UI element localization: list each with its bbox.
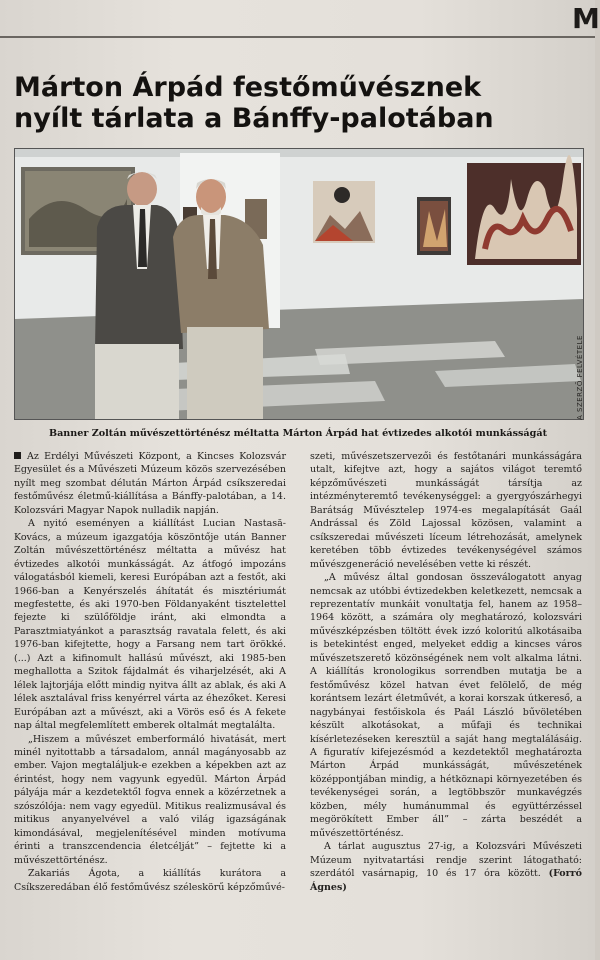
body-paragraph: Az Erdélyi Művészeti Központ, a Kincses Kolozsvár Egyesület és a Művészeti Múzeum közös szervezésében nyílt meg szombat délután Márton Árpád csíkszeredai festőművész életmű-kiállítása a Bánffy-palotában, a 14. Kolozsvári Magyar Napok nulladik napján. bbox=[14, 451, 286, 516]
author-signature: (Forró Ágnes) bbox=[310, 868, 582, 893]
article-headline bbox=[14, 72, 574, 134]
headline-line-1: Márton Árpád festőművésznek bbox=[14, 72, 482, 103]
photo-caption: Banner Zoltán művészettörténész méltatta Márton Árpád hat évtizedes alkotói munkásságát bbox=[48, 428, 548, 439]
header-rule bbox=[0, 36, 595, 38]
lead-square-marker bbox=[14, 452, 21, 459]
body-paragraph: A nyitó eseményen a kiállítást Lucian Nastasă-Kovács, a múzeum igazgatója köszöntője után Banner Zoltán művészettörténész méltatta a művész hat évtizedes alkotói munkásságát. Az átfogó impozáns válogatásból kiemeli, keresi Európában azt a festőt, aki 1966-ban a Kenyérszelés áhítatát és misztériumát megfestette, és aki 1970-ben Földanyaként tisztelettel fejezte ki szülőföldje iránt, aki elmondta a Parasztmiatyánkot a parasztság ravatala felett, és aki 1976-ban kifejtette, hogy a Farsang nem tart örökké. (...) Azt a kifinomult hallású művészt, aki 1985-ben meghallotta a Szitok fájdalmát és viharjelzését, aki A lélek lajtorjája előtt mindig nyitva állt az ablak, és aki A lélek asztalával friss kenyérrel várta az éhezőket. Keresi Európában azt a művészt, aki a Vörös eső és A fekete nap által megfelemlített emberek oltalmát megtalálta. bbox=[14, 518, 286, 732]
body-paragraph: szeti, művészetszervezői és festőtanári munkásságára utalt, kifejtve azt, hogy a sajátos világot teremtő képzőművészeti munkásságát társítja az intézményteremtő tevékenységgel: a gyergyószárhegyi Barátság Művésztelep 1974-es megalapítását Gaál Andrással és Zöld Lajossal közösen, valamint a csíkszeredai művészeti líceum létrehozását, amelynek keretében több évtizedes tevékenységével számos művészgeneráció nevelésében vette ki részét. bbox=[310, 451, 582, 570]
body-paragraph: „Hiszem a művészet emberformáló hivatását, mert minél nyitottabb a társadalom, annál magányosabb az ember. Vajon megtaláljuk-e ezekben a képekben azt az érintést, hogy nem vagyunk egyedül. Márton Árpád pályája már a kezdetektől fogva ennek a közérzetnek a szószólója: nem vagy egyedül. Mitikus realizmusával és mitikus anyanyelvével a való világ igazságának kimondásával, megjelenítésével minden motívuma érinti a transzcendencia életcélját” – fejtette ki a művészettörténész. bbox=[14, 733, 286, 866]
section-header-letter: M bbox=[572, 2, 600, 35]
article-column-left bbox=[14, 450, 286, 894]
article-photo bbox=[14, 148, 584, 420]
body-paragraph: „A művész által gondosan összeválogatott anyag nemcsak az utóbbi évtizedekben keletkezett, nemcsak a reprezentatív munkáit vonultatja fel, hanem az 1958–1964 között, a számára oly meghatározó, kolozsvári művészképzésben töltött évek izzó koloritú alkotásaiba is betekintést enged, melyeket eddig a kincses város művészetszerető közönségének nem volt alkalma látni. A kiállítás kronologikus sorrendben mutatja be a festőművész közel hatvan évet felölelő, de még korántsem lezárt életművét, a korai korszak útkereső, a nagybányai festőiskola és Paál László bűvöletében készült alkotásokat, a műfaji és technikai kísérletezéseken keresztül a saját hang megtalálásáig. A figuratív kifejezésmód a kezdetektől meghatározta Márton Árpád munkásságát, művészetének középpontjában mindig, a hétköznapi környezetében és tevékenységei során, a legtöbbször munkavégzés közben, mély humánummal és együttérzéssel megörökített Ember áll” – zárta beszédét a művészettörténész. bbox=[310, 572, 582, 839]
headline-line-2: nyílt tárlata a Bánffy-palotában bbox=[14, 103, 494, 134]
article-column-right bbox=[310, 450, 582, 894]
photo-credit: A SZERZŐ FELVÉTELE bbox=[576, 335, 584, 420]
body-paragraph: A tárlat augusztus 27-ig, a Kolozsvári Művészeti Múzeum nyitvatartási rendje szerint látogatható: szerdától vasárnapig, 10 és 17 óra között. (Forró Ágnes) bbox=[310, 841, 582, 893]
body-paragraph: Zakariás Ágota, a kiállítás kurátora a Csíkszeredában élő festőművész széleskörű képzőművé- bbox=[14, 868, 286, 893]
